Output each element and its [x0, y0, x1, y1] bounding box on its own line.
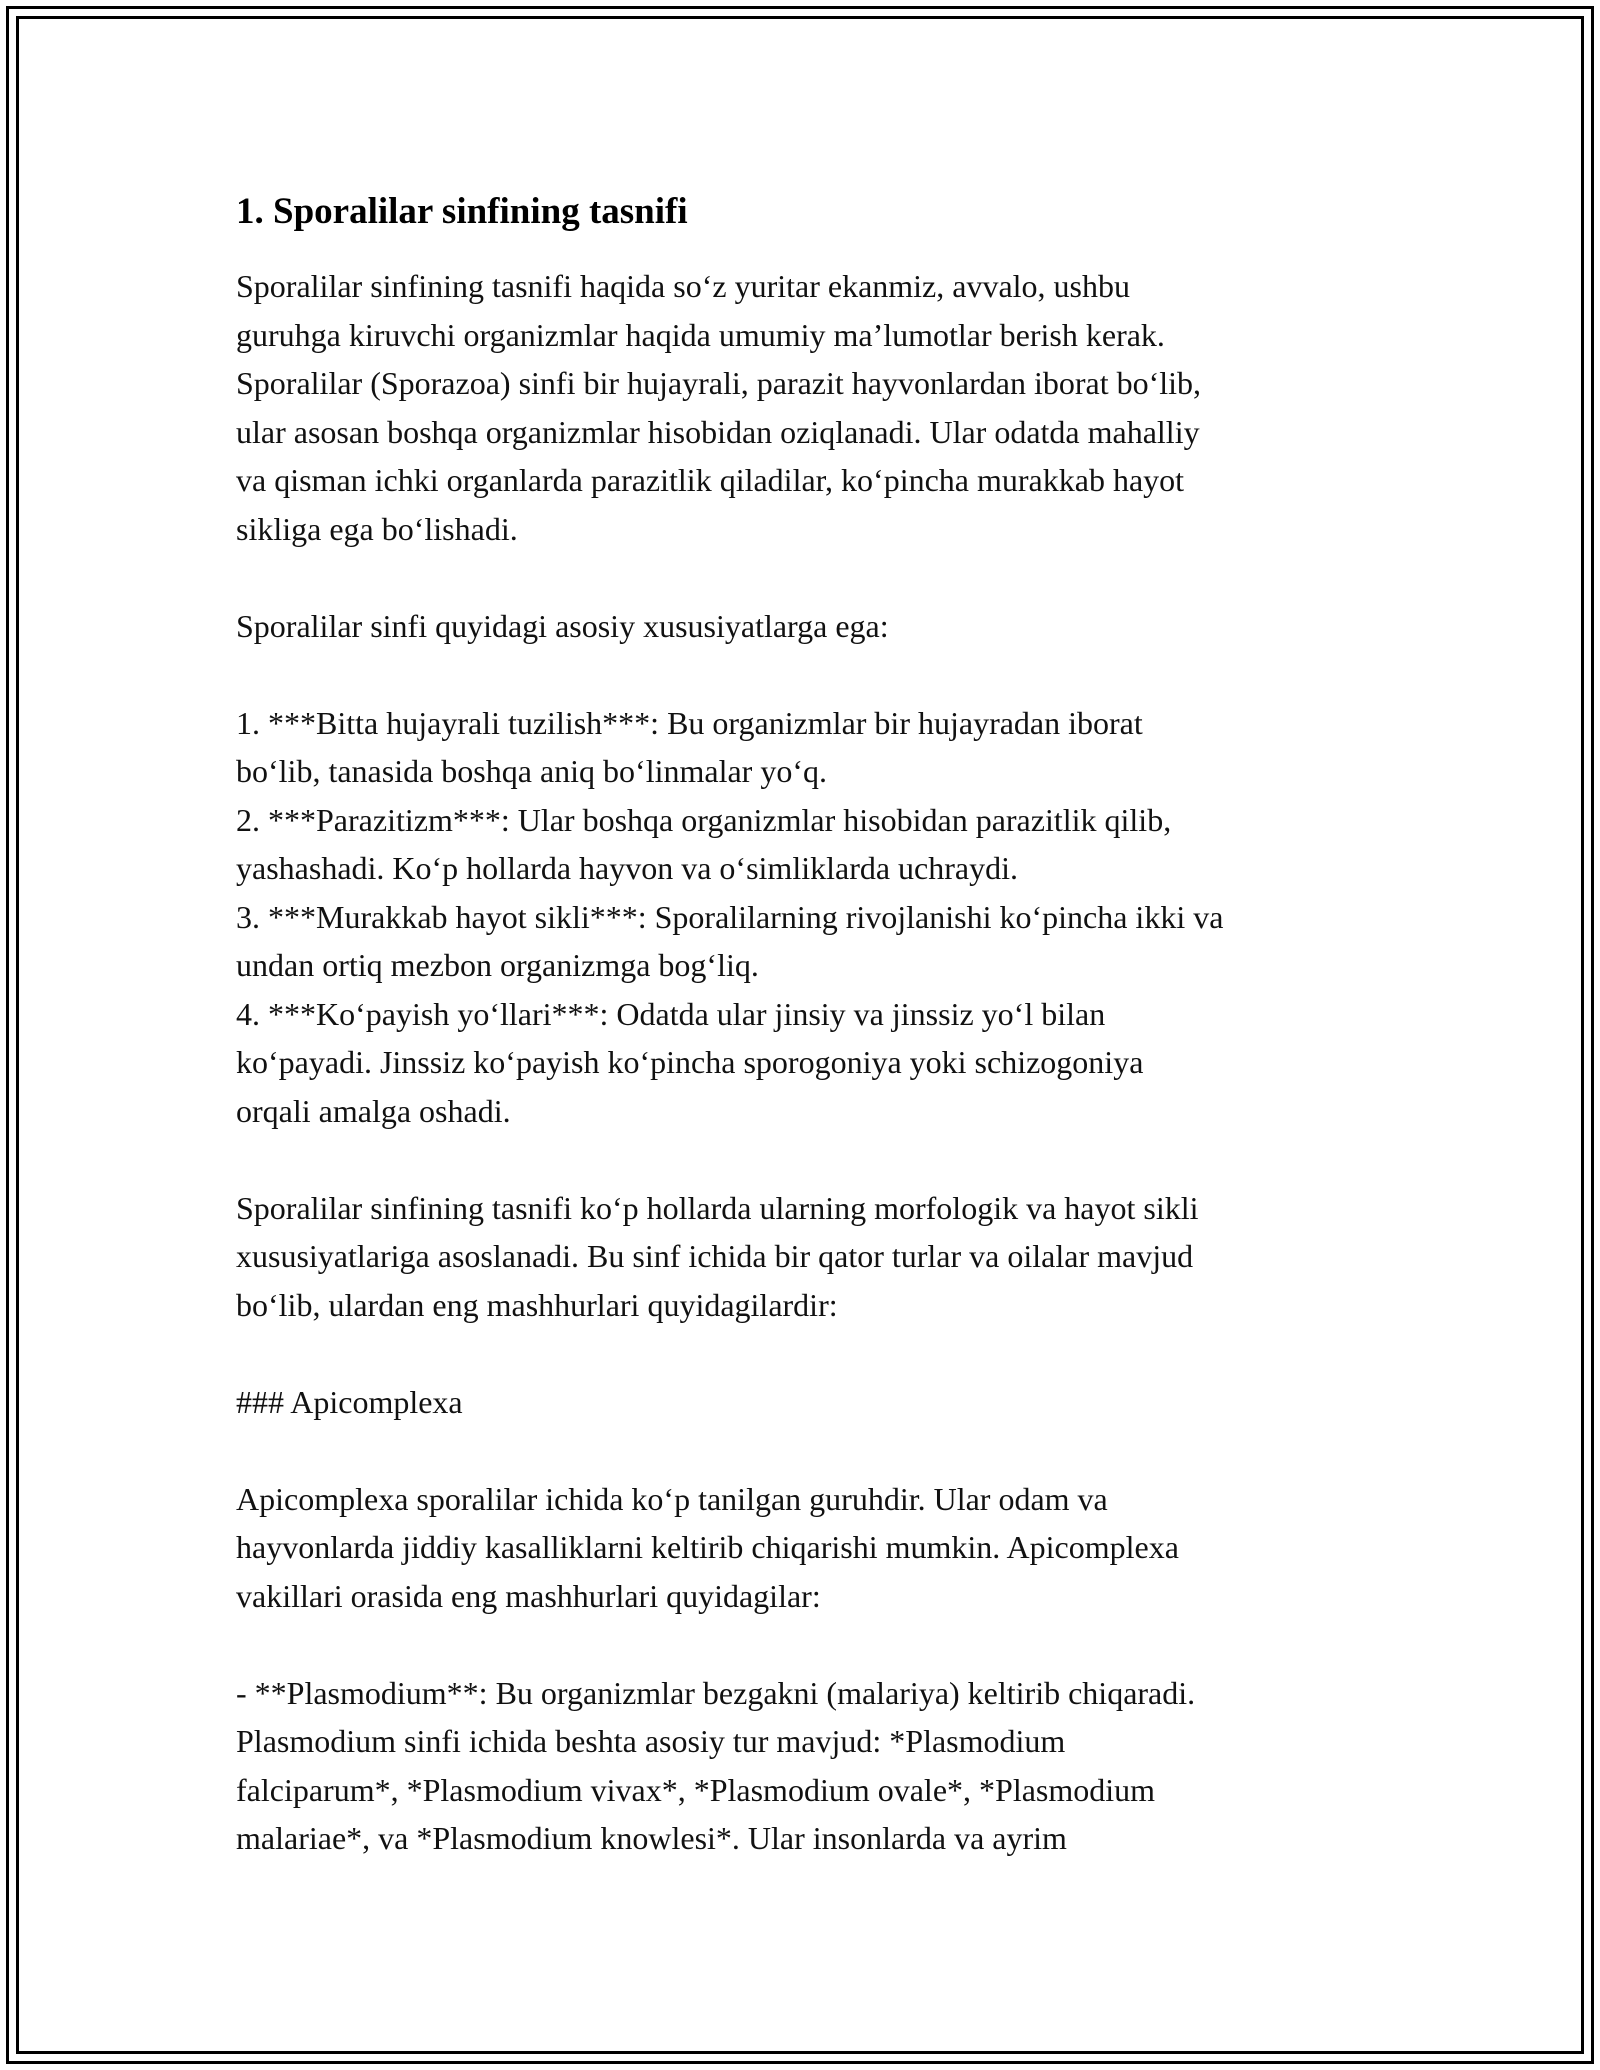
text-line: falciparum*, *Plasmodium vivax*, *Plasmodium ovale*, *Plasmodium	[236, 1771, 1156, 1808]
text-line: 1. ***Bitta hujayrali tuzilish***: Bu organizmlar bir hujayradan iborat	[236, 704, 1143, 741]
text-line: hayvonlarda jiddiy kasalliklarni keltirib chiqarishi mumkin. Apicomplexa	[236, 1529, 1179, 1565]
paragraph	[236, 1378, 1396, 1427]
text-blocks	[236, 262, 1396, 1863]
text-line: yashashadi. Ko‘p hollarda hayvon va o‘simliklarda uchraydi.	[236, 850, 1018, 886]
text-line: Sporalilar (Sporazoa) sinfi bir hujayrali, parazit hayvonlardan iborat bo‘lib,	[236, 365, 1202, 401]
text-line: xususiyatlariga asoslanadi. Bu sinf ichida bir qator turlar va oilalar mavjud	[236, 1238, 1194, 1274]
text-line: orqali amalga oshadi.	[236, 1092, 511, 1129]
document-body	[236, 188, 1396, 1863]
paragraph-gap	[236, 1329, 1396, 1378]
text-line: bo‘lib, ulardan eng mashhurlari quyidagilardir:	[236, 1286, 838, 1323]
text-line: malariae*, va *Plasmodium knowlesi*. Ular insonlarda va ayrim	[236, 1820, 1067, 1856]
text-line: - **Plasmodium**: Bu organizmlar bezgakni (malariya) keltirib chiqaradi.	[236, 1674, 1196, 1711]
text-line: vakillari orasida eng mashhurlari quyidagilar:	[236, 1577, 821, 1614]
paragraph	[236, 262, 1396, 553]
paragraph-gap	[236, 1135, 1396, 1184]
text-line: bo‘lib, tanasida boshqa aniq bo‘linmalar yo‘q.	[236, 753, 827, 789]
text-line: ko‘payadi. Jinssiz ko‘payish ko‘pincha sporogoniya yoki schizogoniya	[236, 1044, 1144, 1080]
paragraph-gap	[236, 1426, 1396, 1475]
paragraph-gap	[236, 650, 1396, 699]
paragraph	[236, 1184, 1396, 1330]
paragraph-gap	[236, 1620, 1396, 1669]
text-line: ### Apicomplexa	[236, 1383, 463, 1420]
text-line: Sporalilar sinfining tasnifi ko‘p hollarda ularning morfologik va hayot sikli	[236, 1189, 1199, 1226]
text-line: va qisman ichki organlarda parazitlik qiladilar, ko‘pincha murakkab hayot	[236, 462, 1185, 498]
text-line: ular asosan boshqa organizmlar hisobidan oziqlanadi. Ular odatda mahalliy	[236, 413, 1200, 450]
paragraph	[236, 602, 1396, 651]
text-line: guruhga kiruvchi organizmlar haqida umumiy ma’lumotlar berish kerak.	[236, 316, 1165, 353]
text-line: 3. ***Murakkab hayot sikli***: Sporalilarning rivojlanishi ko‘pincha ikki va	[236, 898, 1224, 935]
section-heading: 1. Sporalilar sinfining tasnifi	[236, 191, 688, 232]
paragraph-gap	[236, 553, 1396, 602]
text-line: Plasmodium sinfi ichida beshta asosiy tur mavjud: *Plasmodium	[236, 1723, 1066, 1759]
paragraph	[236, 1669, 1396, 1863]
text-line: Sporalilar sinfi quyidagi asosiy xususiyatlarga ega:	[236, 607, 889, 644]
text-line: 2. ***Parazitizm***: Ular boshqa organizmlar hisobidan parazitlik qilib,	[236, 801, 1172, 838]
text-line: Sporalilar sinfining tasnifi haqida so‘z yuritar ekanmiz, avvalo, ushbu	[236, 268, 1130, 304]
text-line: sikliga ega bo‘lishadi.	[236, 510, 518, 547]
text-line: undan ortiq mezbon organizmga bog‘liq.	[236, 947, 759, 983]
paragraph	[236, 1475, 1396, 1621]
paragraph	[236, 699, 1396, 1136]
text-line: 4. ***Ko‘payish yo‘llari***: Odatda ular jinsiy va jinssiz yo‘l bilan	[236, 995, 1106, 1032]
text-line: Apicomplexa sporalilar ichida ko‘p tanilgan guruhdir. Ular odam va	[236, 1480, 1108, 1517]
